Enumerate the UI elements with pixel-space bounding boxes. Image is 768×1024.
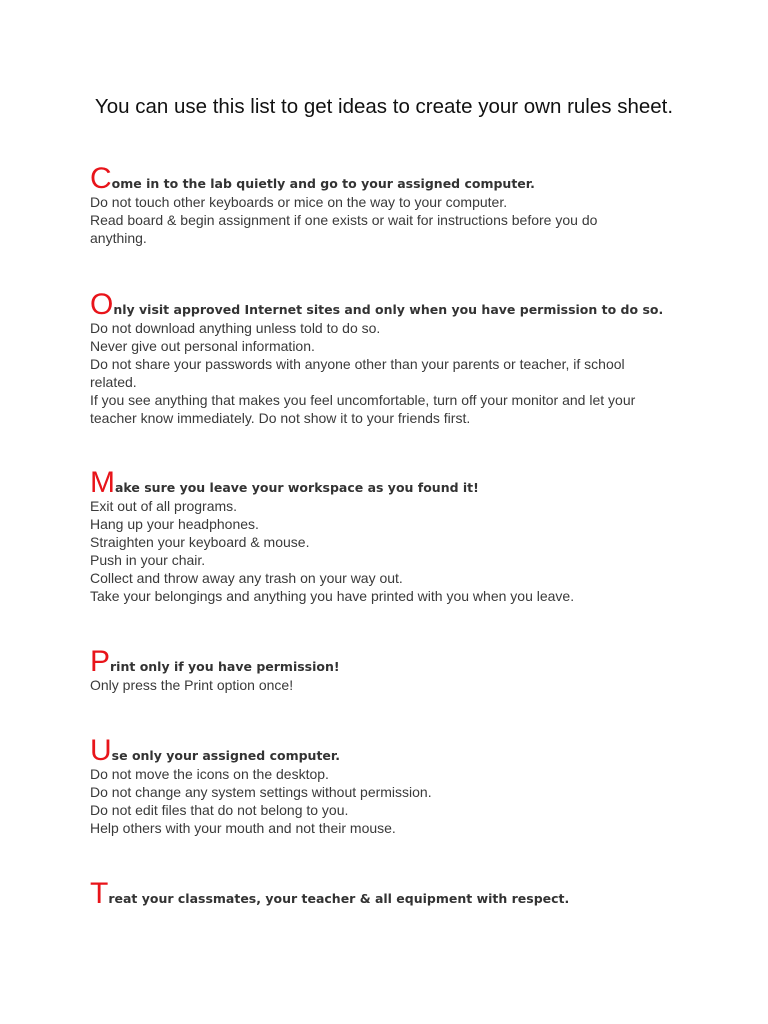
rule-o-section xyxy=(90,288,690,427)
rule-line: Read board & begin assignment if one exists or wait for instructions before you do xyxy=(90,212,598,228)
rule-m-section xyxy=(90,466,690,605)
rule-lines xyxy=(90,676,690,694)
rule-line: Hang up your headphones. xyxy=(90,516,259,532)
rule-heading xyxy=(90,645,690,678)
rule-heading-text: nly visit approved Internet sites and only when you have permission to do so. xyxy=(113,302,664,317)
rule-initial: M xyxy=(90,466,115,499)
rule-initial: U xyxy=(90,734,112,767)
rule-initial: C xyxy=(90,162,112,195)
page-title: You can use this list to get ideas to create your own rules sheet. xyxy=(94,95,674,118)
rule-heading-text: ome in to the lab quietly and go to your assigned computer. xyxy=(111,176,535,191)
rule-heading xyxy=(90,734,690,767)
rule-line: Do not edit files that do not belong to you. xyxy=(90,802,349,818)
rule-line: Do not move the icons on the desktop. xyxy=(90,766,329,782)
rule-u-section xyxy=(90,734,690,837)
rule-line: Do not change any system settings without permission. xyxy=(90,784,432,800)
rule-line: teacher know immediately. Do not show it to your friends first. xyxy=(90,410,471,426)
rule-lines xyxy=(90,193,690,247)
rule-heading xyxy=(90,466,690,499)
rule-initial: P xyxy=(90,645,111,678)
rule-heading-text: reat your classmates, your teacher & all equipment with respect. xyxy=(108,891,570,906)
rule-line: Do not share your passwords with anyone other than your parents or teacher, if school xyxy=(90,356,625,372)
rule-heading-text: se only your assigned computer. xyxy=(111,748,341,763)
rule-t-section xyxy=(90,877,690,910)
rule-line: If you see anything that makes you feel uncomfortable, turn off your monitor and let your xyxy=(90,392,636,408)
rule-line: Exit out of all programs. xyxy=(90,498,238,514)
rule-line: Do not download anything unless told to do so. xyxy=(90,320,381,336)
rule-line: Collect and throw away any trash on your way out. xyxy=(90,570,403,586)
rule-line: Do not touch other keyboards or mice on the way to your computer. xyxy=(90,194,508,210)
rule-heading xyxy=(90,877,690,910)
rule-heading xyxy=(90,162,690,195)
rule-heading-text: ake sure you leave your workspace as you found it! xyxy=(115,480,479,495)
rule-initial: T xyxy=(90,877,109,910)
rule-line: Straighten your keyboard & mouse. xyxy=(90,534,310,550)
rule-lines xyxy=(90,765,690,837)
rule-line: Never give out personal information. xyxy=(90,338,315,354)
rule-line: related. xyxy=(90,374,137,390)
rule-heading xyxy=(90,288,690,321)
rule-c-section xyxy=(90,162,690,247)
rule-line: Help others with your mouth and not their mouse. xyxy=(90,820,396,836)
rule-line: Take your belongings and anything you have printed with you when you leave. xyxy=(90,588,575,604)
rule-initial: O xyxy=(90,288,114,321)
rule-line: Only press the Print option once! xyxy=(90,677,294,693)
rule-line: anything. xyxy=(90,230,147,246)
rule-heading-text: rint only if you have permission! xyxy=(110,659,340,674)
rule-lines xyxy=(90,497,690,605)
rule-lines xyxy=(90,319,690,427)
rule-p-section xyxy=(90,645,690,694)
rule-line: Push in your chair. xyxy=(90,552,206,568)
